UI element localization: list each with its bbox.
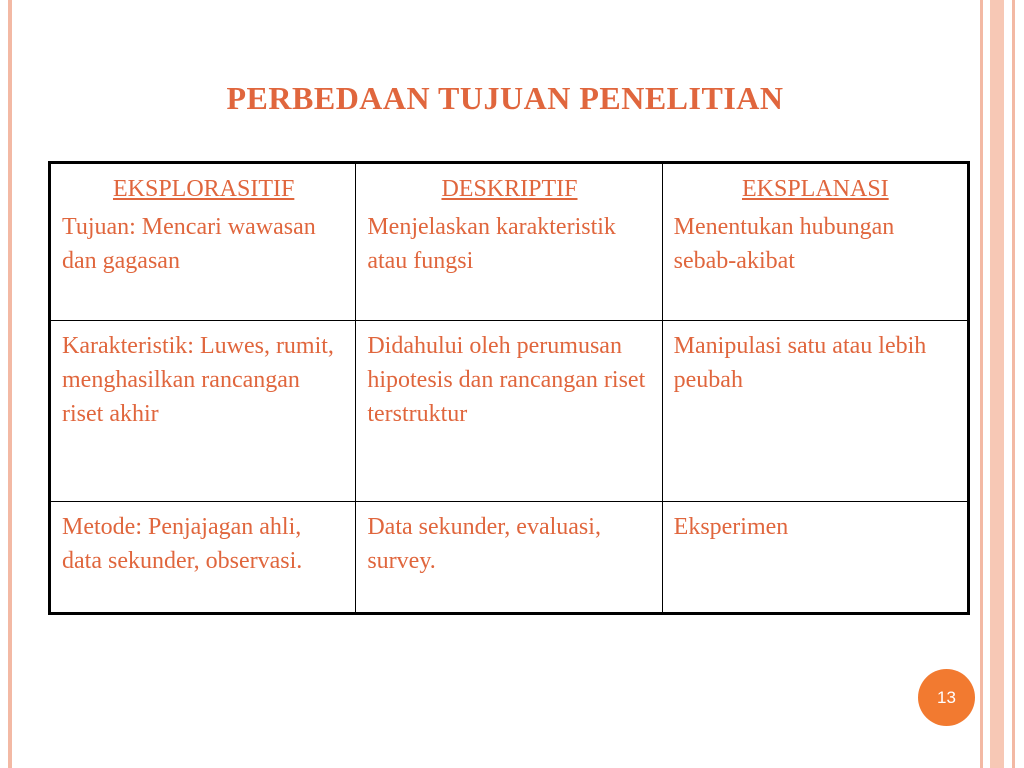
comparison-table — [48, 161, 970, 615]
column-header-eksplorasitif: EKSPLORASITIF — [112, 176, 295, 202]
table-cell — [356, 163, 662, 321]
column-header-deskriptif: DESKRIPTIF — [441, 176, 578, 202]
cell-text: Menentukan hubungan sebab-akibat — [673, 214, 895, 274]
page-number-badge: 13 — [918, 669, 975, 726]
table-cell — [50, 321, 356, 502]
table-row — [50, 321, 969, 502]
table-cell — [50, 163, 356, 321]
column-header-eksplanasi: EKSPLANASI — [741, 176, 889, 202]
table-cell — [662, 321, 968, 502]
cell-text: Metode: Penjajagan ahli, data sekunder, observasi. — [62, 514, 303, 574]
cell-text: Didahului oleh perumusan hipotesis dan rancangan riset terstruktur — [367, 333, 646, 427]
cell-text: Data sekunder, evaluasi, survey. — [367, 514, 601, 574]
cell-text: Tujuan: Mencari wawasan dan gagasan — [62, 214, 316, 274]
table-cell — [50, 502, 356, 614]
right-frame-line — [1012, 0, 1015, 768]
table-row — [50, 502, 969, 614]
cell-text: Menjelaskan karakteristik atau fungsi — [367, 214, 616, 274]
cell-text: Karakteristik: Luwes, rumit, menghasilkan rancangan riset akhir — [62, 333, 334, 427]
cell-text: Eksperimen — [673, 514, 789, 540]
slide-title: PERBEDAAN TUJUAN PENELITIAN — [226, 80, 784, 116]
table-row — [50, 163, 969, 321]
cell-text: Manipulasi satu atau lebih peubah — [673, 333, 927, 393]
table-cell — [356, 502, 662, 614]
table-cell — [662, 163, 968, 321]
table-cell — [356, 321, 662, 502]
table-cell — [662, 502, 968, 614]
